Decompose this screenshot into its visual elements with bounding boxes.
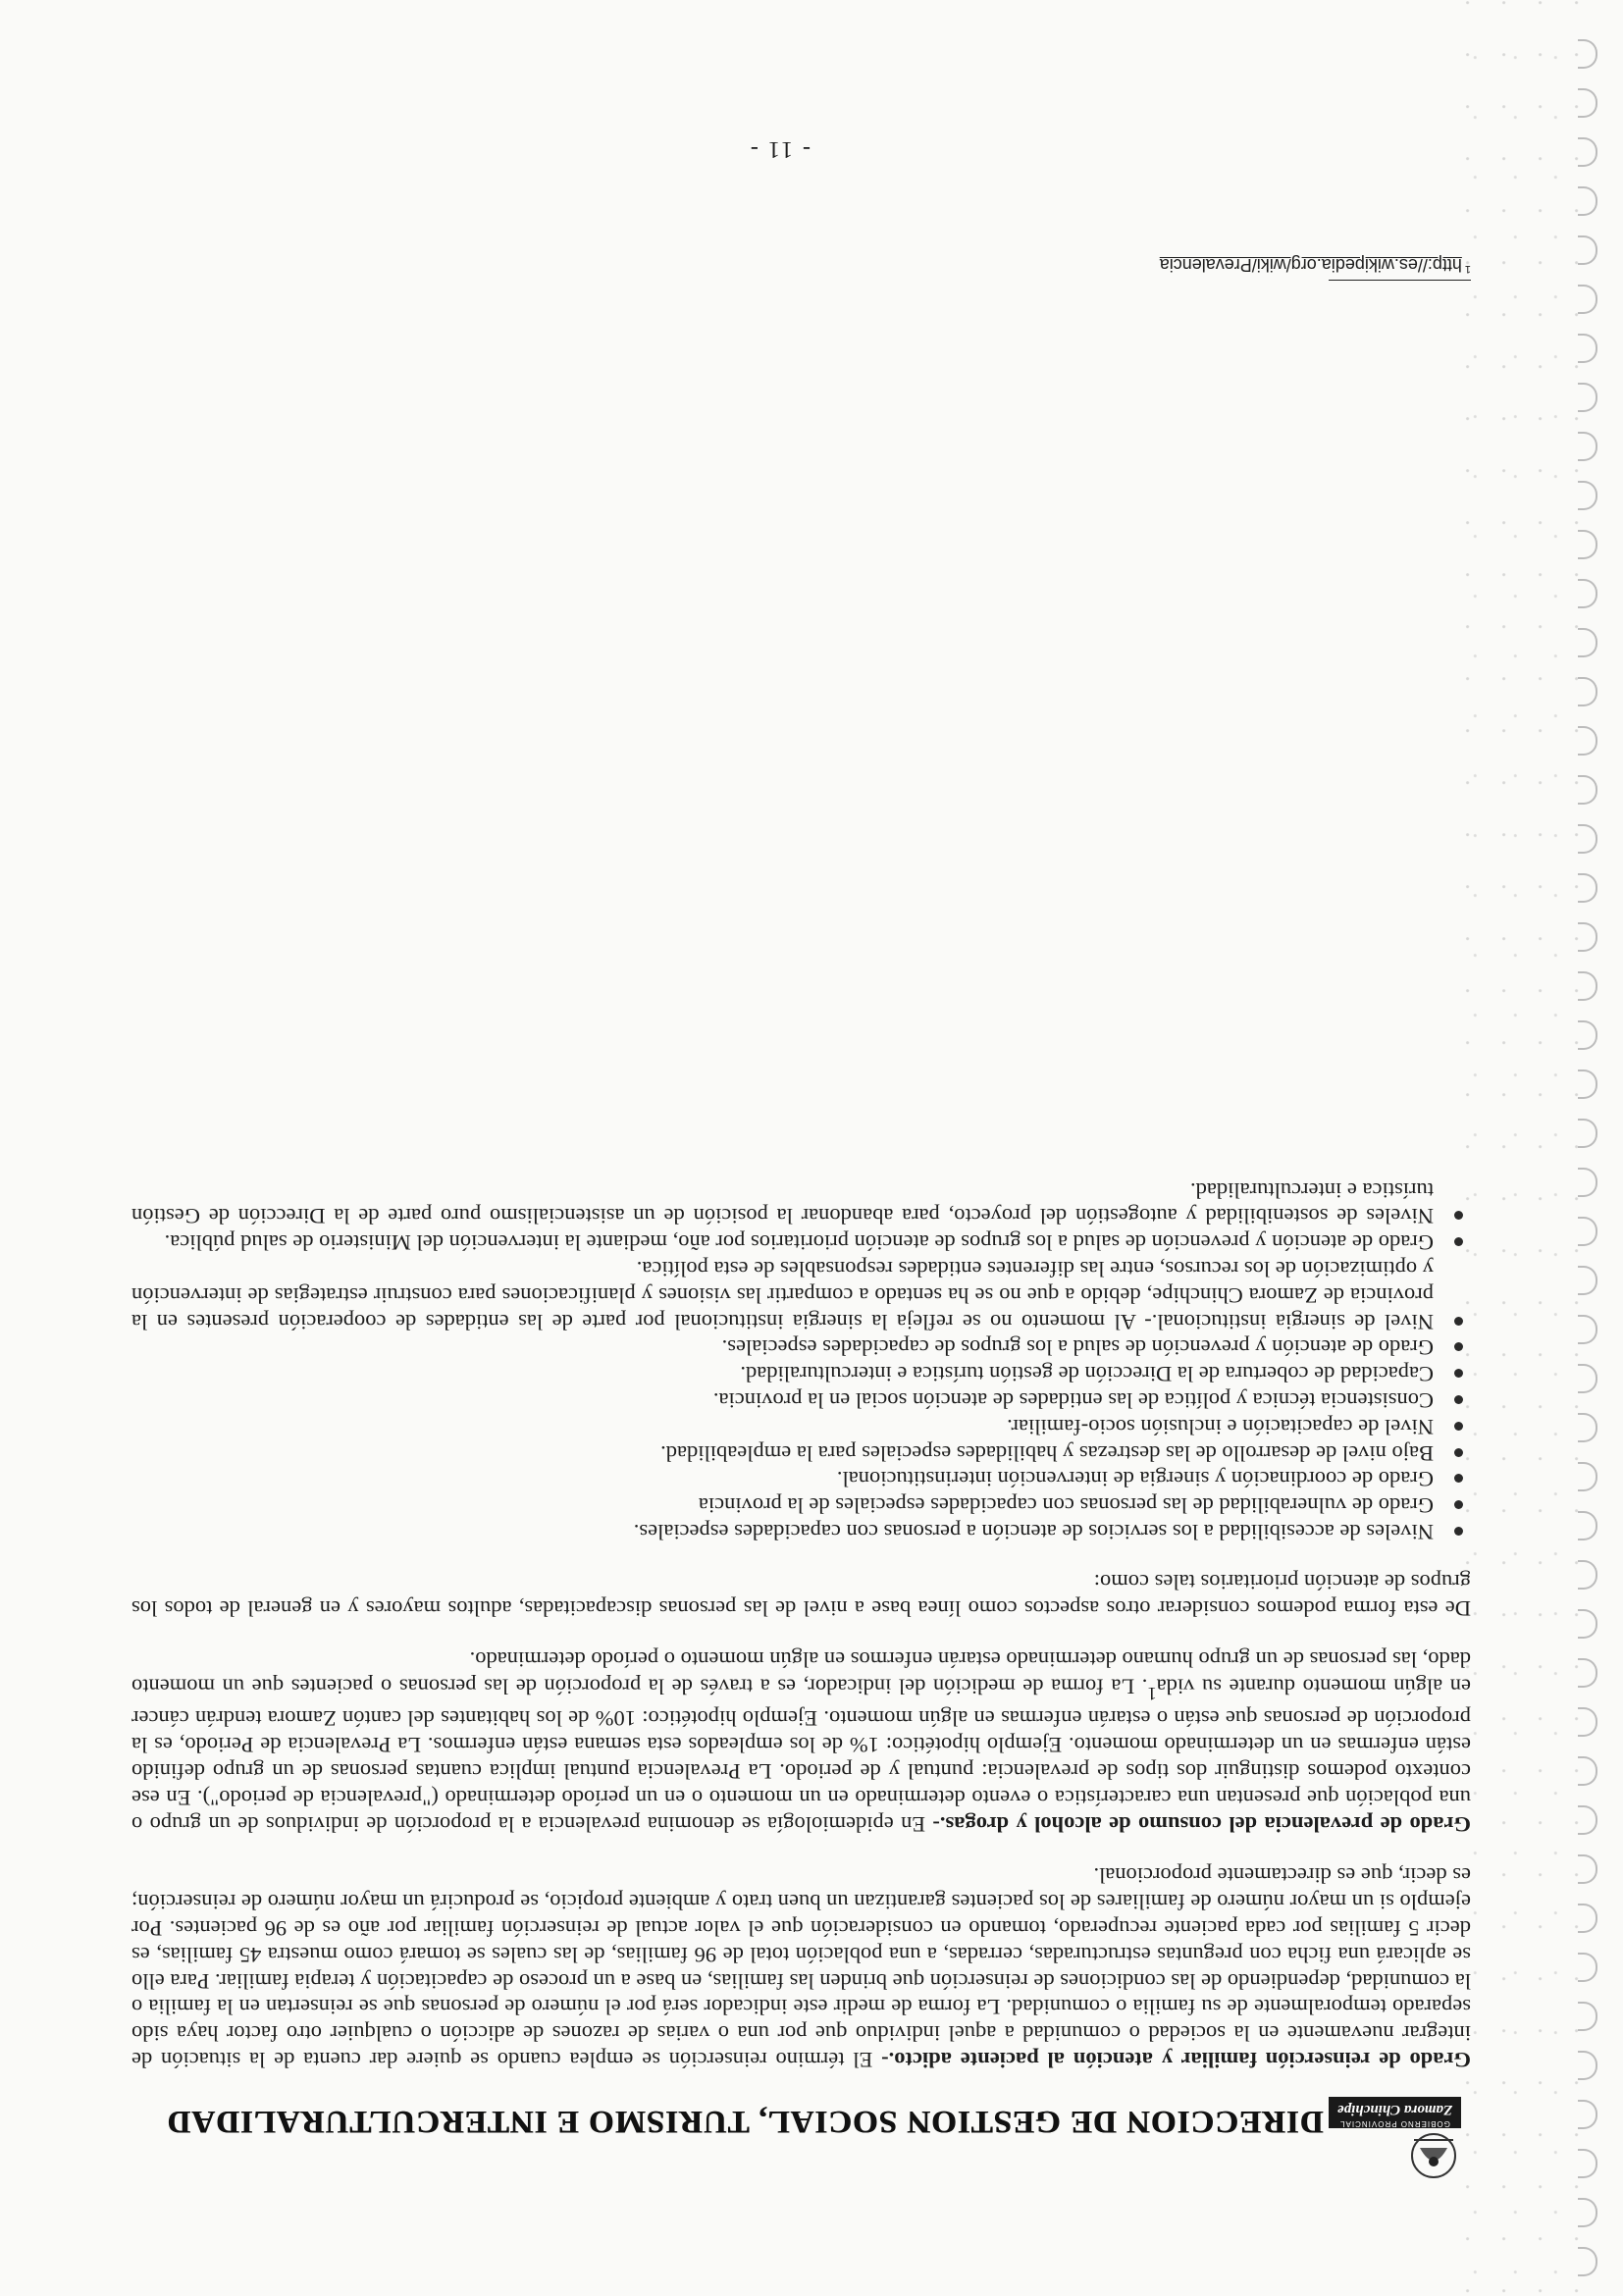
binding-hole xyxy=(1578,1119,1597,1148)
binding-hole xyxy=(1578,39,1597,69)
logo-name: Zamora Chinchipe xyxy=(1336,2102,1453,2117)
binding-hole xyxy=(1578,1854,1597,1884)
binding-hole xyxy=(1578,579,1597,608)
list-item-text: Capacidad de cobertura de la Dirección de gestión turística e interculturalidad. xyxy=(740,1362,1434,1387)
provincial-logo xyxy=(1329,2097,1461,2183)
binding-hole xyxy=(1578,1168,1597,1197)
binding-hole xyxy=(1578,1560,1597,1590)
binding-hole xyxy=(1578,186,1597,216)
bullet-icon xyxy=(1454,1317,1463,1326)
list-item-text: Grado de atención y prevención de salud a los grupos de atención prioritarios por año, mediante la intervención del Ministerio de salud pública. xyxy=(164,1230,1434,1256)
list-item-text: Grado de atención y prevención de salud a los grupos de capacidades especiales. xyxy=(721,1335,1434,1361)
footnote xyxy=(1160,254,1471,275)
logo-small-text: GOBIERNO PROVINCIAL xyxy=(1339,2119,1450,2128)
binding-hole xyxy=(1578,1953,1597,1982)
binding-hole xyxy=(1578,1364,1597,1393)
emblem-icon xyxy=(1406,2128,1461,2183)
paragraph-reinsercion xyxy=(131,1862,1471,2072)
list-item-text: Consistencia técnica y política de las entidades de atención social en la provincia. xyxy=(712,1387,1434,1413)
list-item xyxy=(131,1228,1471,1255)
list-item xyxy=(131,1491,1471,1518)
footnote-link[interactable]: http://es.wikipedia.org/wiki/Prevalencia xyxy=(1159,255,1462,275)
binding-hole xyxy=(1578,1609,1597,1639)
binding-hole xyxy=(1578,1020,1597,1050)
binding-hole xyxy=(1578,1707,1597,1737)
binding-hole xyxy=(1578,971,1597,1001)
page-number: - 11 - xyxy=(748,136,811,162)
binding-hole xyxy=(1578,1904,1597,1933)
bullet-icon xyxy=(1454,1527,1463,1536)
list-item xyxy=(131,1518,1471,1544)
footnote-divider xyxy=(1329,280,1471,281)
bullet-icon xyxy=(1454,1395,1463,1404)
text-prevalencia: En epidemiología se denomina prevalencia a la proporción de individuos de un grupo o una población que presentan una característica o evento determinado en un momento o en un período determinado ("prevalencia de periodo"). En ese contexto podemos distinguir dos tipos de prevalencia: puntual y de periodo. La Prevalencia puntual implica cuantas personas de un grupo definido están enfermas en un determinado momento. Ejemplo hipotético: 1% de los empleados esta semana están enfermos. La Prevalencia de Periodo, es la proporción de personas que están o estarán enfermas en algún momento. Ejemplo hipotético: 10% de los habitantes del cantón Zamora tendrán cáncer en algún momento durante su vida xyxy=(131,1674,1471,1837)
binding-hole xyxy=(1578,2051,1597,2080)
binding-hole xyxy=(1578,2247,1597,2276)
list-item-text: Nivel de sinergia institucional.- Al momento no se refleja la sinergia institucional por parte de las entidades de cooperación presentes en la provincia de Zamora Chinchipe, debido a que no se ha sentado a compartir las visiones y planificaciones para construir estrategias de intervención y optimización de los recursos, entre las diferentes entidades responsables de esta política. xyxy=(131,1256,1434,1334)
binding-hole xyxy=(1578,1805,1597,1835)
list-item xyxy=(131,1255,1471,1333)
paragraph-intro: De esta forma podemos considerar otros aspectos como línea base a nivel de las personas discapacitadas, adultos mayores y en general de todos los grupos de atención prioritarios tales como: xyxy=(131,1569,1471,1621)
binding-hole xyxy=(1578,726,1597,756)
binding-hole xyxy=(1578,1217,1597,1246)
letterhead xyxy=(146,2095,1471,2183)
list-item xyxy=(131,1439,1471,1466)
list-item xyxy=(131,1466,1471,1492)
bullet-icon xyxy=(1454,1448,1463,1457)
heading-prevalencia: Grado de prevalencia del consumo de alcohol y drogas.- xyxy=(932,1811,1471,1837)
bullet-icon xyxy=(1454,1422,1463,1431)
binding-hole xyxy=(1578,1511,1597,1540)
body-text xyxy=(131,1176,1471,2072)
binding-hole xyxy=(1578,628,1597,657)
bullet-icon xyxy=(1454,1342,1463,1351)
binding-hole xyxy=(1578,2198,1597,2227)
binding-hole xyxy=(1578,1658,1597,1688)
paragraph-prevalencia xyxy=(131,1646,1471,1837)
binding-hole xyxy=(1578,824,1597,854)
binding-hole xyxy=(1578,1315,1597,1344)
binding-hole xyxy=(1578,285,1597,314)
binding-hole xyxy=(1578,2002,1597,2031)
list-item-text: Grado de vulnerabilidad de las personas con capacidades especiales de la provincia xyxy=(698,1493,1434,1519)
bullet-icon xyxy=(1454,1500,1463,1509)
binding-hole xyxy=(1578,432,1597,461)
binding-holes xyxy=(1556,20,1615,2276)
logo-label xyxy=(1329,2097,1461,2128)
binding-hole xyxy=(1578,334,1597,363)
binding-hole xyxy=(1578,677,1597,706)
header-title: DIRECCION DE GESTION SOCIAL, TURISMO E INTERCULTURALIDAD xyxy=(166,2104,1324,2139)
bullet-icon xyxy=(1454,1211,1463,1220)
binding-hole xyxy=(1578,137,1597,167)
binding-hole xyxy=(1578,1462,1597,1491)
heading-reinsercion: Grado de reinserción familiar y atención al paciente adicto.- xyxy=(881,2048,1471,2072)
binding-hole xyxy=(1578,1266,1597,1295)
list-item xyxy=(131,1386,1471,1413)
binding-hole xyxy=(1578,873,1597,903)
text-prevalencia-end: . La forma de medición del indicador, es a través de la proporción de las personas o pacientes que un momento dado, las personas de un grupo humano determinado estarán enfermos en algún momento o período determinado. xyxy=(131,1647,1471,1699)
binding-hole xyxy=(1578,1756,1597,1786)
list-item xyxy=(131,1360,1471,1386)
footnote-number: 1 xyxy=(1464,263,1471,275)
bullet-icon xyxy=(1454,1369,1463,1378)
binding-hole xyxy=(1578,922,1597,952)
bullet-icon xyxy=(1454,1474,1463,1483)
binding-hole xyxy=(1578,383,1597,412)
list-item-text: Niveles de accesibilidad a los servicios de atención a personas con capacidades especiales. xyxy=(633,1519,1434,1544)
binding-hole xyxy=(1578,235,1597,265)
list-item xyxy=(131,1334,1471,1361)
list-item-text: Grado de coordinación y sinergia de intervención interinstitucional. xyxy=(836,1467,1434,1492)
binding-hole xyxy=(1578,481,1597,510)
binding-hole xyxy=(1578,775,1597,805)
text-reinsercion: El término reinserción se emplea cuando se quiere dar cuenta de la situación de integrar nuevamente en la sociedad o comunidad a aquel individuo que por una o varias de razones de adicción o cualquier otro factor haya sido separado temporalmente de su familia o comunidad. La forma de medir este indicador será por el número de personas que se reinsertan en la familia o la comunidad, dependiendo de las condiciones de reinserción que brinden las familias, en base a un proceso de capacitación y terapia familiar. Para ello se aplicará una ficha con preguntas estructuradas, cerradas, a una población total de 96 familias, de las cuales se tomará como muestra 45 familias, es decir 5 familias por cada paciente recuperado, tomando en consideración que el valor actual de reinserción familiar por año es de 96 pacientes. Por ejemplo si un mayor número de familiares de los pacientes garantizan un buen trato y ambiente propicio, se producirá un mayor número de reinserción; es decir, que es directamente proporcional. xyxy=(131,1863,1471,2072)
binding-hole xyxy=(1578,2149,1597,2178)
list-item xyxy=(131,1413,1471,1439)
list-item xyxy=(131,1176,1471,1229)
binding-hole xyxy=(1578,530,1597,559)
binding-hole xyxy=(1578,1070,1597,1099)
binding-hole xyxy=(1578,88,1597,118)
binding-hole xyxy=(1578,2100,1597,2129)
list-item-text: Bajo nivel de desarrollo de las destrezas y habilidades especiales para la empleabilidad. xyxy=(660,1440,1434,1466)
bullet-list xyxy=(131,1176,1471,1544)
footnote-reference: 1 xyxy=(1147,1682,1157,1703)
binding-hole xyxy=(1578,1413,1597,1442)
list-item-text: Nivel de capacitación e inclusión socio-familiar. xyxy=(1007,1414,1434,1439)
bullet-icon xyxy=(1454,1237,1463,1246)
list-item-text: Niveles de sostenibilidad y autogestión del proyecto, para abandonar la posición de un asistencialismo puro parte de la Dirección de Gestión turística e interculturalidad. xyxy=(131,1177,1434,1229)
